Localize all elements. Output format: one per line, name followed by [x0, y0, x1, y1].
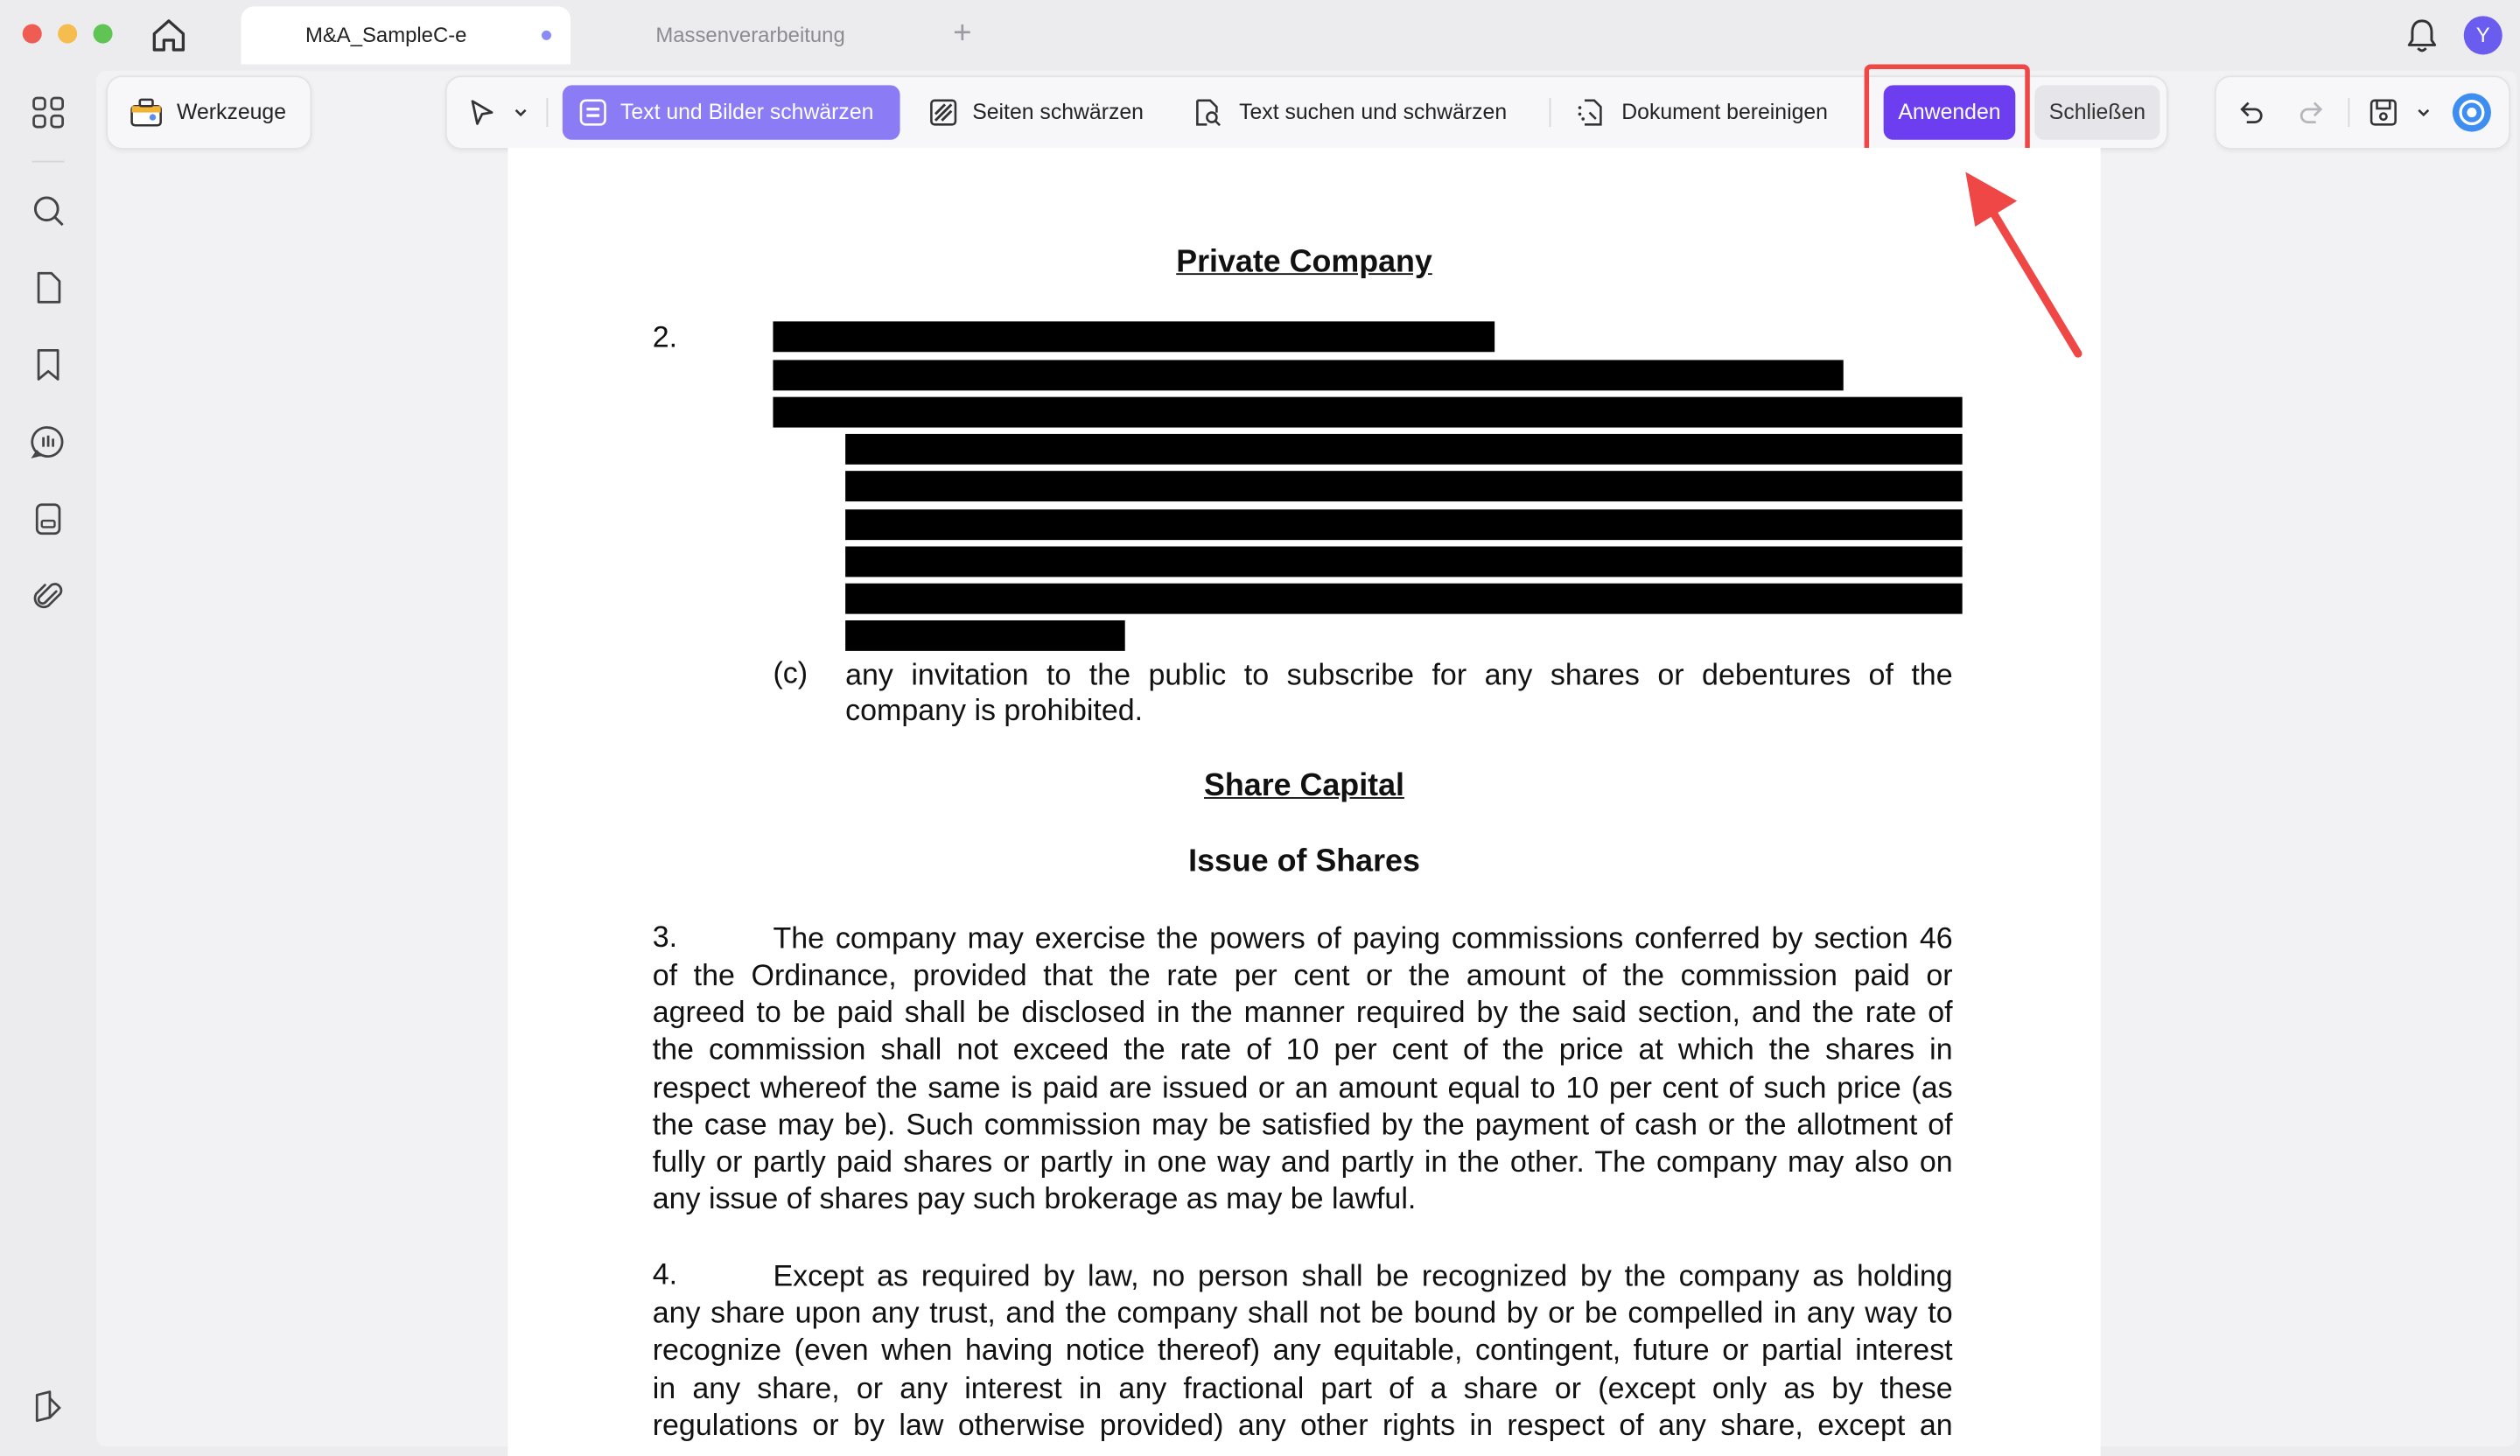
tools-button[interactable]: [106, 75, 312, 149]
tools-label: Werkzeuge: [177, 99, 287, 124]
tab-label: Massenverarbeitung: [655, 22, 845, 47]
text-line: Except as required by law, no person shall be recognized by the company as holding: [773, 1258, 1953, 1292]
tool-label: Text und Bilder schwärzen: [620, 99, 874, 124]
chevron-down-icon[interactable]: [2416, 104, 2432, 120]
text-line: any share upon any trust, and the company shall not be bound by or be compelled in any way to: [652, 1295, 1953, 1329]
tool-label: Seiten schwärzen: [972, 99, 1144, 124]
add-tab-icon[interactable]: +: [953, 16, 972, 52]
redo-icon[interactable]: [2297, 96, 2329, 129]
annotation-arrow-icon: [1953, 169, 2090, 361]
redaction-box[interactable]: [845, 584, 1963, 614]
form-icon[interactable]: [31, 501, 66, 536]
redaction-box[interactable]: [845, 620, 1125, 651]
title-bar: [0, 0, 2520, 71]
layers-icon[interactable]: [31, 1389, 66, 1424]
clause-number: 3.: [652, 919, 678, 954]
toolbox-icon: [129, 94, 164, 130]
sanitize-icon: [1575, 98, 1604, 127]
clause-number: 2.: [652, 319, 678, 354]
bookmark-icon[interactable]: [31, 347, 66, 382]
close-button[interactable]: Schließen: [2034, 85, 2160, 139]
sanitize-document-button[interactable]: [1575, 85, 1856, 139]
attachment-icon[interactable]: [31, 578, 66, 613]
text-line: respect whereof the same is paid are issued or an amount equal to 10 per cent of such price (as: [652, 1070, 1953, 1104]
heading-share-capital: Share Capital: [1204, 767, 1404, 804]
text-line: any invitation to the public to subscribe for any shares or debentures of the: [845, 657, 1953, 691]
heading-private-company: Private Company: [1176, 244, 1432, 280]
tab-document[interactable]: [242, 6, 571, 64]
text-line: agreed to be paid shall be disclosed in the manner required by the said section, and the rate of: [652, 994, 1953, 1029]
redaction-box[interactable]: [773, 360, 1843, 390]
tab-label: M&A_SampleC-e: [304, 22, 467, 47]
redaction-box[interactable]: [845, 509, 1963, 540]
chevron-down-icon[interactable]: [513, 104, 528, 120]
text-line: recognize (even when having notice thereof) any equitable, contingent, future or partial interest: [652, 1332, 1953, 1367]
grid-icon[interactable]: [31, 94, 66, 130]
annotation-highlight-box: [1865, 64, 2030, 154]
search-redact-button[interactable]: [1193, 85, 1530, 139]
redact-pages-button[interactable]: [926, 85, 1167, 139]
text-line: company is prohibited.: [845, 692, 1144, 727]
ai-assistant-icon[interactable]: [2451, 92, 2493, 134]
text-line: the case may be). Such commission may be satisfied by the payment of cash or the allotment of: [652, 1107, 1953, 1142]
redaction-box[interactable]: [845, 434, 1963, 465]
maximize-window-button[interactable]: [94, 24, 113, 44]
redaction-box[interactable]: [773, 321, 1494, 352]
text-line: fully or partly paid shares or partly in one way and partly in the other. The company may also on: [652, 1144, 1953, 1179]
redaction-box[interactable]: [845, 546, 1963, 577]
text-line: The company may exercise the powers of paying commissions conferred by section 46: [773, 920, 1953, 956]
select-cursor-icon[interactable]: [466, 96, 499, 129]
tab-batch[interactable]: [576, 6, 933, 64]
undo-icon[interactable]: [2234, 96, 2266, 129]
tool-label: Text suchen und schwärzen: [1239, 99, 1508, 124]
text-line: regulations or by law otherwise provided) any other rights in respect of any share, except an: [652, 1407, 1953, 1442]
left-sidebar: [0, 71, 96, 1456]
comment-icon[interactable]: [31, 424, 66, 459]
document-page: [508, 148, 2100, 1456]
close-window-button[interactable]: [23, 24, 42, 44]
bell-icon[interactable]: [2404, 16, 2440, 54]
history-toolbar: [2215, 75, 2510, 149]
redact-text-images-button[interactable]: [563, 85, 900, 139]
divider: [546, 98, 548, 127]
minimize-window-button[interactable]: [58, 24, 77, 44]
divider: [1550, 98, 1551, 127]
search-icon[interactable]: [31, 192, 66, 228]
text-line: of the Ordinance, provided that the rate per cent or the amount of the commission paid or: [652, 957, 1953, 992]
redact-pages-icon: [929, 98, 958, 127]
clause-number: 4.: [652, 1256, 678, 1291]
divider: [32, 161, 65, 163]
text-line: the commission shall not exceed the rate of 10 per cent of the price at which the shares in: [652, 1032, 1953, 1066]
page-icon[interactable]: [31, 270, 66, 305]
avatar[interactable]: Y: [2464, 16, 2502, 54]
redaction-box[interactable]: [845, 471, 1963, 501]
clause-sub-label: (c): [773, 655, 808, 690]
search-redact-icon: [1193, 98, 1222, 127]
home-icon[interactable]: [150, 18, 188, 52]
divider: [2348, 98, 2349, 127]
save-icon[interactable]: [2368, 96, 2400, 129]
unsaved-dot-icon: [542, 31, 551, 40]
redact-area-icon: [578, 98, 607, 127]
text-line: in any share, or any interest in any fractional part of a share or (except only as by these: [652, 1370, 1953, 1405]
tool-label: Dokument bereinigen: [1621, 99, 1828, 124]
text-line: any issue of shares pay such brokerage as may be lawful.: [652, 1181, 1417, 1215]
apply-button[interactable]: Anwenden: [1884, 85, 2016, 139]
redaction-box[interactable]: [773, 397, 1962, 428]
heading-issue-of-shares: Issue of Shares: [1188, 844, 1420, 879]
